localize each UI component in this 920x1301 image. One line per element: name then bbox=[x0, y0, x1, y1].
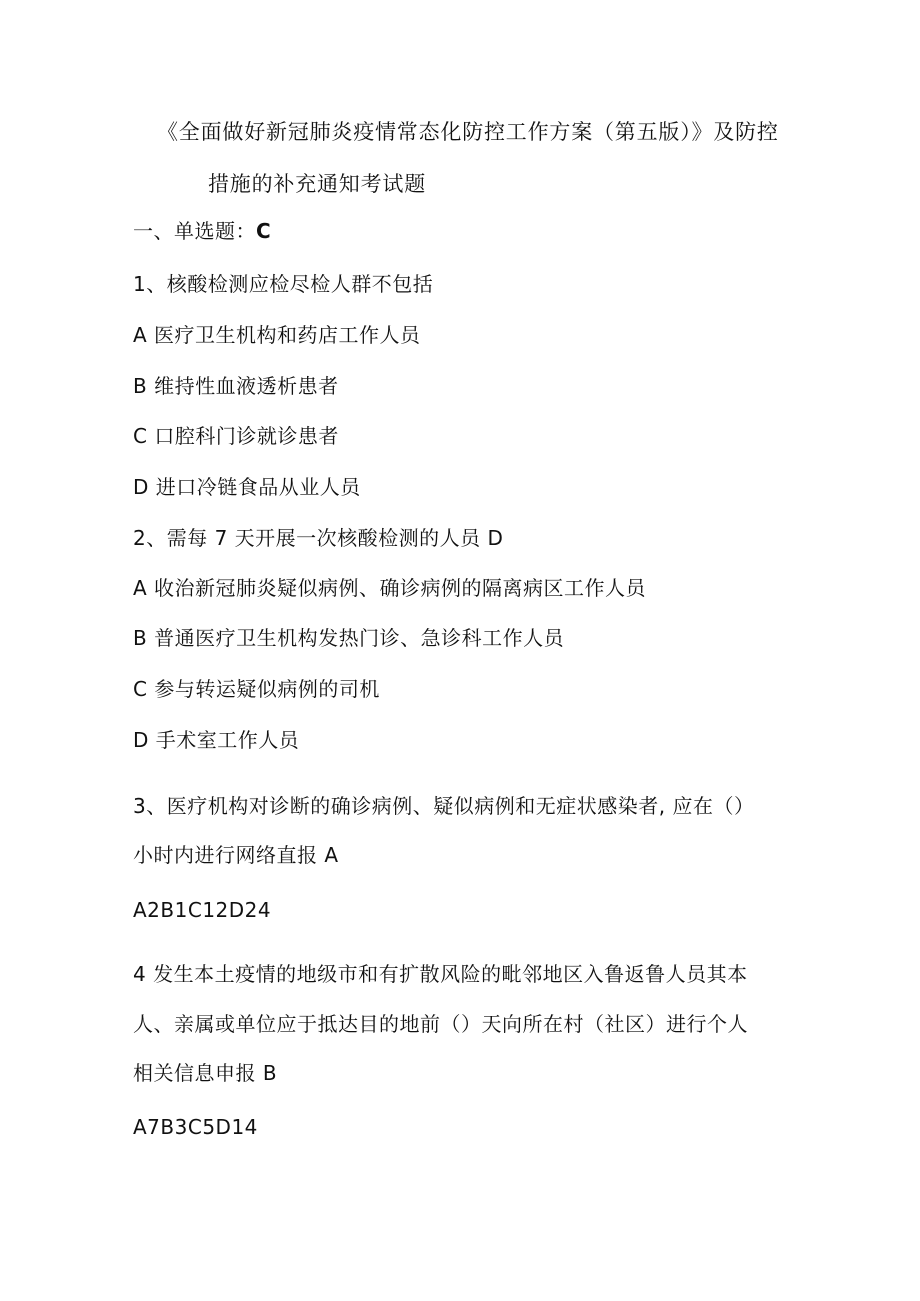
question-2-option-d: D 手术室工作人员 bbox=[133, 728, 300, 752]
question-3-stem-line-2: 小时内进行网络直报 A bbox=[133, 843, 339, 867]
question-4-options: A7B3C5D14 bbox=[133, 1115, 258, 1139]
question-3-options: A2B1C12D24 bbox=[133, 898, 272, 922]
question-1-option-b: B 维持性血液透析患者 bbox=[133, 374, 339, 398]
question-2-stem: 2、需每 7 天开展一次核酸检测的人员 D bbox=[133, 526, 504, 550]
question-2-option-c: C 参与转运疑似病例的司机 bbox=[133, 677, 380, 701]
question-2-option-a: A 收治新冠肺炎疑似病例、确诊病例的隔离病区工作人员 bbox=[133, 576, 647, 600]
question-1-stem: 1、核酸检测应检尽检人群不包括 bbox=[133, 272, 434, 296]
question-1-option-a: A 医疗卫生机构和药店工作人员 bbox=[133, 323, 421, 347]
question-4-stem-line-2: 人、亲属或单位应于抵达目的地前（）天向所在村（社区）进行个人 bbox=[133, 1012, 748, 1036]
section-heading-text: 一、单选题： bbox=[133, 219, 256, 243]
question-3-stem-line-1: 3、医疗机构对诊断的确诊病例、疑似病例和无症状感染者, 应在（） bbox=[133, 794, 755, 818]
question-1-option-c: C 口腔科门诊就诊患者 bbox=[133, 424, 339, 448]
question-1-option-d: D 进口冷链食品从业人员 bbox=[133, 475, 361, 499]
question-2-option-b: B 普通医疗卫生机构发热门诊、急诊科工作人员 bbox=[133, 626, 565, 650]
title-line-2: 措施的补充通知考试题 bbox=[208, 172, 426, 196]
section-heading-answer: C bbox=[256, 219, 272, 243]
title-line-1: 《全面做好新冠肺炎疫情常态化防控工作方案（第五版）》及防控 bbox=[157, 120, 779, 144]
section-heading bbox=[133, 219, 271, 243]
question-4-stem-line-3: 相关信息申报 B bbox=[133, 1061, 278, 1085]
question-4-stem-line-1: 4 发生本土疫情的地级市和有扩散风险的毗邻地区入鲁返鲁人员其本 bbox=[133, 962, 748, 986]
